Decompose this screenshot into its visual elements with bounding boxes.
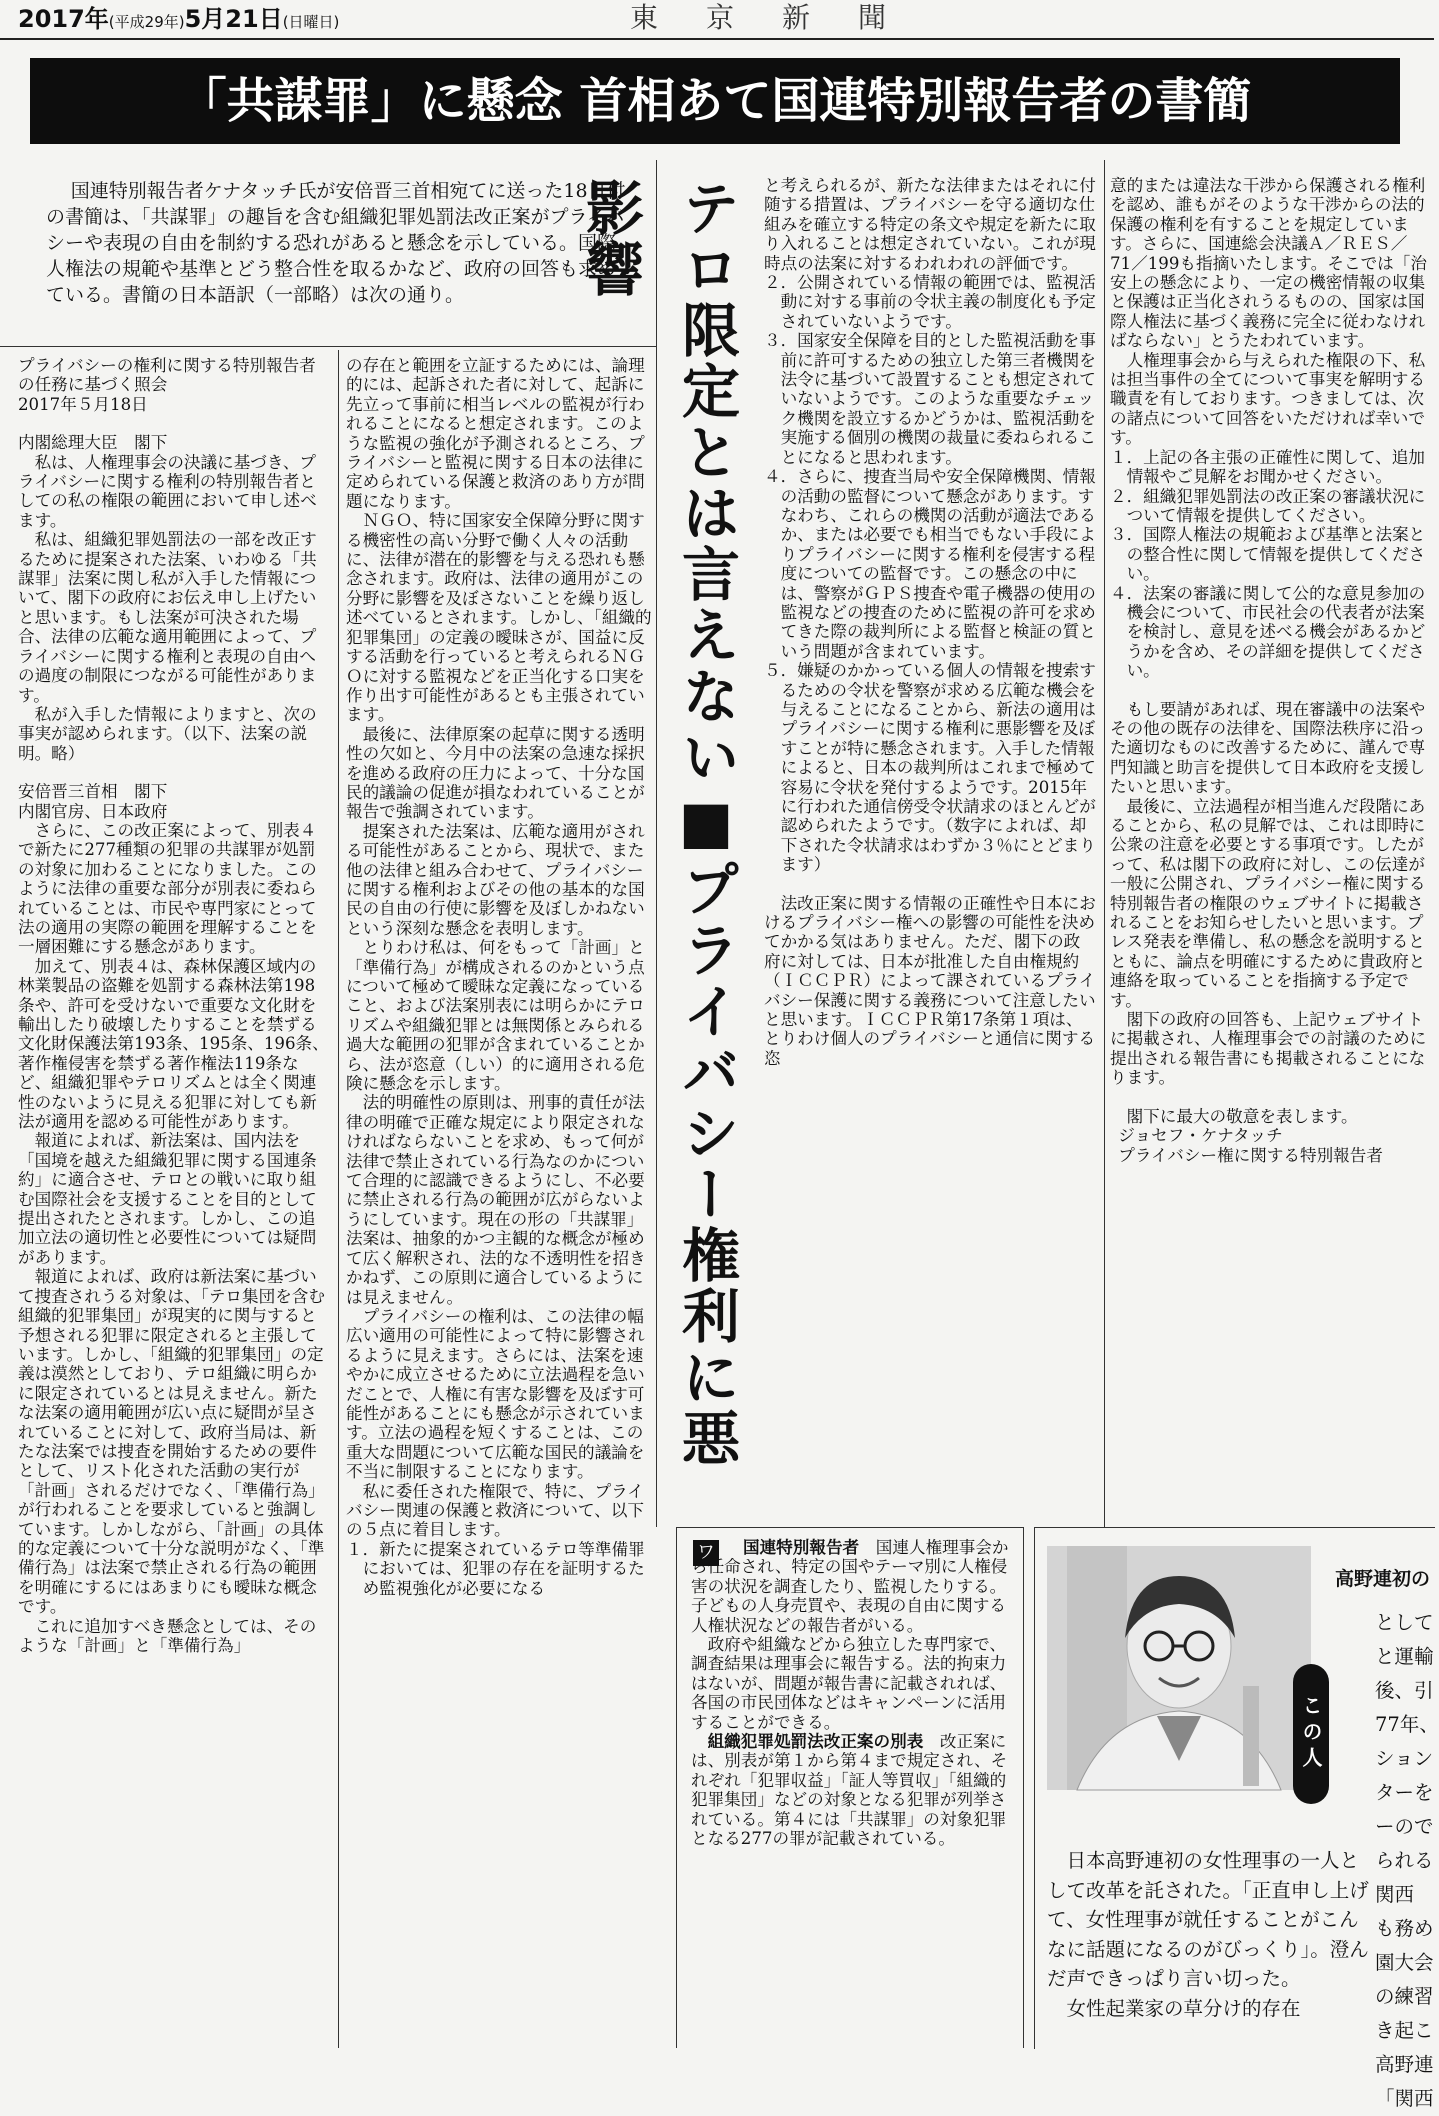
- question-item: １．上記の各主張の正確性に関して、追加情報やご見解をお聞かせください。: [1110, 447, 1425, 487]
- issue-monthday: 5月21日: [184, 5, 283, 33]
- reference-title: プライバシーの権利に関する特別報告者の任務に基づく照会: [18, 356, 316, 395]
- glossary-icon: ワ: [693, 1540, 719, 1566]
- letter-paragraph: プライバシーの権利は、この法律の幅広い適用の可能性によって特に影響されるように見えます。さらには、法案を速やかに成立させるために立法過程を急いだことで、人権に有害な影響を及ぼす可能性があることにも懸念が示されています。立法の過程を短くすることは、この重大な問題について広範な国民的議論を不当に制限することになります。: [346, 1306, 645, 1482]
- letter-paragraph: 私に委任された権限で、特に、プライバシー関連の保護と救済について、以下の５点に着目します。: [346, 1481, 645, 1540]
- column-rule: [338, 350, 339, 2048]
- letter-paragraph: 私は、人権理事会の決議に基づき、プライバシーに関する権利の特別報告者としての私の権限の範囲において申し述べます。: [18, 452, 317, 530]
- letter-paragraph: の存在と範囲を立証するためには、論理的には、起訴された者に対して、起訴に先立って事前に相当レベルの監視が行われることになると想定されます。このような監視の強化が予測されるところ、プライバシーと監視に関する日本の法律に定められている保護と救済のあり方が問題になります。: [346, 356, 645, 511]
- glossary-box: [676, 1527, 1024, 2048]
- vertical-subheadline: テロ限定とは言えない■プライバシー権利に悪影響: [576, 178, 740, 1469]
- letter-paragraph: 人権理事会から与えられた権限の下、私は担当事件の全てについて事実を解明する職責を有しております。つきましては、次の諸点について回答をいただければ幸いです。: [1110, 350, 1426, 448]
- letter-paragraph: 最後に、立法過程が相当進んだ段階にあることから、私の見解では、これは即時に公衆の注意を必要とする事項です。したがって、私は閣下の政府に対し、この伝達が一般に公開され、プライバシー権に関する特別報告者の権限のウェブサイトに掲載されることをお知らせしたいと思います。プレス発表を準備し、私の懸念を説明するとともに、論点を明確にするために貴政府と連絡を取っていることを指摘する予定です。: [1110, 796, 1426, 1010]
- letter-column-4: [1110, 176, 1428, 1522]
- salutation: 内閣総理大臣 閣下: [18, 433, 168, 453]
- letter-column-1: [18, 356, 330, 2048]
- glossary-definition: 改正案には、別表が第１から第４まで規定され、それぞれ「犯罪収益」「証人等買収」「組織的犯罪集団」などの対象となる犯罪が列挙されている。第４には「共謀罪」の対象犯罪となる277の罪が記載されている。: [691, 1732, 1008, 1849]
- profile-line: ション: [1375, 1747, 1434, 1770]
- profile-box: [1034, 1527, 1439, 2110]
- signature-title: プライバシー権に関する特別報告者: [1118, 1145, 1383, 1165]
- letter-paragraph: もし要請があれば、現在審議中の法案やその他の既存の法律を、国際法秩序に沿った適切なものに改善するために、謹んで専門知識と助言を提供して日本政府を支援したいと思います。: [1110, 699, 1426, 797]
- reference-date: 2017年５月18日: [18, 394, 148, 414]
- letter-paragraph: 提案された法案は、広範な適用がされる可能性があることから、現状で、また他の法律と組み合わせて、プライバシーに関する権利およびその他の基本的な国民の自由の行使に影響を及ぼしかねないという深刻な懸念を表明します。: [346, 821, 645, 938]
- letter-paragraph: 法改正案に関する情報の正確性や日本におけるプライバシー権への影響の可能性を決めてかかる気はありません。ただ、閣下の政府に対しては、日本が批准した自由権規約（ＩＣＣＰＲ）によって課されているプライバシー保護に関する義務について注意したいと思います。ＩＣＣＰＲ第17条第１項は、とりわけ個人のプライバシーと通信に関する恣: [764, 893, 1096, 1068]
- concern-item: １．新たに提案されているテロ等準備罪においては、犯罪の存在を証明するため監視強化が必要になる: [346, 1539, 645, 1598]
- letter-paragraph: 閣下の政府の回答も、上記ウェブサイトに掲載され、人権理事会での討議のために提出される報告書にも掲載されることになります。: [1110, 1010, 1427, 1088]
- letter-paragraph: 法的明確性の原則は、刑事的責任が法律の明確で正確な規定により限定されなければならないことを求め、もって何が法律で禁止されている行為なのかについて合理的に認識できるようにし、不必要に禁止される行為の範囲が広がらないようにしています。現在の形の「共謀罪」法案は、抽象的かつ主観的な概念が極めて広く解釈され、法的な不透明性を招きかねず、この原則に適合しているようには見えません。: [346, 1093, 646, 1307]
- letter-paragraph: 意的または違法な干渉から保護される権利を認め、誰もがそのような干渉からの法的保護の権利を有することを規定しています。さらに、国連総会決議Ａ／ＲＥＳ／71／199も指摘いたします。そこでは「治安上の懸念により、一定の機密情報の収集と保護は正当化されうるものの、国家は国際人権法に基づく義務に完全に従わなければならない」とうたわれています。: [1110, 176, 1427, 351]
- profile-caption: [1047, 1846, 1369, 2023]
- profile-line: として: [1375, 1611, 1434, 1634]
- salutation: 安倍晋三首相 閣下: [18, 782, 168, 802]
- headline: 「共謀罪」に懸念 首相あて国連特別報告者の書簡: [30, 58, 1400, 144]
- question-item: ４．法案の審議に関して公的な意見参加の機会について、市民社会の代表者が法案を検討し、意見を述べる機会があるかどうかを含め、その詳細を提供してください。: [1110, 583, 1426, 681]
- letter-paragraph: さらに、この改正案によって、別表４で新たに277種類の犯罪の共謀罪が処罰の対象に加わることになりました。このように法律の重要な部分が別表に委ねられていることは、市民や専門家にとって法の適用の実際の範囲を理解することを一層困難にする懸念があります。: [18, 820, 317, 957]
- salutation: 内閣官房、日本政府: [18, 801, 168, 821]
- this-person-badge: この人: [1293, 1664, 1329, 1804]
- portrait-illustration: [1047, 1546, 1311, 1790]
- issue-date: [18, 2, 339, 36]
- profile-line: 関西: [1375, 1883, 1415, 1906]
- issue-year: 2017年: [18, 5, 109, 33]
- letter-paragraph: ＮＧＯ、特に国家安全保障分野に関する機密性の高い分野で働く人々の活動に、法律が潜在的影響を与える恐れも懸念されます。政府は、法律の適用がこの分野に影響を及ぼさないことを繰り返し述べているとされます。しかし、「組織的犯罪集団」の定義の曖昧さが、国益に反する活動を行っていると考えられるＮＧＯに対する監視などを正当化する口実を作り出す可能性があるとも主張されています。: [346, 511, 652, 725]
- lead-paragraph: [46, 178, 630, 308]
- signature: ジョセフ・ケナタッチ: [1118, 1126, 1283, 1146]
- profile-line: と運輸: [1375, 1645, 1434, 1668]
- profile-right-column: [1375, 1606, 1437, 2116]
- profile-heading: 高野連初の: [1335, 1568, 1431, 1590]
- letter-column-3: [764, 176, 1096, 1522]
- letter-paragraph: 最後に、法律原案の起草に関する透明性の欠如と、今月中の法案の急速な採択を進める政府の圧力によって、十分な国民的議論の促進が損なわれていることが報告で強調されています。: [346, 724, 645, 822]
- profile-line: 77年、: [1375, 1713, 1439, 1736]
- glossary-term: 組織犯罪処罰法改正案の別表: [707, 1732, 924, 1752]
- profile-line: ターを: [1375, 1781, 1434, 1804]
- profile-line: ーので: [1375, 1815, 1434, 1838]
- letter-paragraph: 加えて、別表４は、森林保護区域内の林業製品の盗難を処罰する森林法第198条や、許可を受けないで重要な文化財を輸出したり破壊したりすることを禁ずる文化財保護法第193条、195条、196条、著作権侵害を禁ずる著作権法119条など、組織犯罪やテロリズムとは全く関連性のないように見える犯罪に対しても新法が適用を認める可能性があります。: [18, 956, 329, 1132]
- lead-text: 国連特別報告者ケナタッチ氏が安倍晋三首相宛てに送った18日付の書簡は、「共謀罪」の趣旨を含む組織犯罪処罰法改正案がプライバシーや表現の自由を制約する恐れがあると懸念を示している。国際人権法の規範や基準とどう整合性を取るかなど、政府の回答も求めている。書簡の日本語訳（一部略）は次の通り。: [46, 180, 626, 306]
- profile-line: 後、引: [1375, 1679, 1434, 1702]
- profile-line: 高野連: [1375, 2053, 1434, 2076]
- concern-item: ５．嫌疑のかかっている個人の情報を捜索するための令状を警察が求める広範な機会を与えることになることから、新法の適用はプライバシーに関する権利に悪影響を及ぼすことが特に懸念されます。入手した情報によると、日本の裁判所はこれまで極めて容易に令状を発付するようです。2015年に行われた通信傍受令状請求のほとんどが認められたようです。（数字によれば、却下された令状請求はわずか３％にとどまります）: [764, 661, 1096, 875]
- profile-line: の練習: [1375, 1985, 1434, 2008]
- masthead-rule: [0, 38, 1434, 40]
- profile-line: 「関西: [1375, 2087, 1434, 2110]
- question-item: ３．国際人権法の規範および基準と法案との整合性に関して情報を提供してください。: [1110, 525, 1426, 584]
- concern-item: ４．さらに、捜査当局や安全保障機関、情報の活動の監督について懸念があります。すなわち、これらの機関の活動が適法であるか、または必要でも相当でもない手段によりプライバシーに関する権利を侵害する程度についての監督です。この懸念の中には、警察がＧＰＳ捜査や電子機器の使用の監視などの捜査のために監視の許可を求めてきた際の裁判所による監督と検証の質という問題が含まれています。: [764, 467, 1096, 661]
- question-item: ２．組織犯罪処罰法の改正案の審議状況について情報を提供してください。: [1110, 486, 1426, 525]
- letter-paragraph: と考えられるが、新たな法律またはそれに付随する措置は、プライバシーを守る適切な仕組みを確立する特定の条文や規定を新たに取り入れることは想定されていない。これが現時点の法案に対するわれわれの評価です。: [764, 176, 1096, 273]
- letter-paragraph: 私が入手した情報によりますと、次の事実が認められます。（以下、法案の説明。略）: [18, 704, 317, 763]
- glossary-term: 国連特別報告者: [743, 1538, 860, 1557]
- profile-last-line: 女性起業家の草分け的存在: [1066, 1996, 1301, 2020]
- concern-item: ２．公開されている情報の範囲では、監視活動に対する事前の令状主義の制度化も予定されていないようです。: [764, 273, 1096, 331]
- profile-caption-text: 日本高野連初の女性理事の一人として改革を託された。「正直申し上げて、女性理事が就任することがこんなに話題になるのがびっくり」。澄んだ声できっぱり言い切った。: [1047, 1849, 1369, 1990]
- profile-line: 園大会: [1375, 1951, 1434, 1974]
- glossary-text: [691, 1538, 1017, 1849]
- letter-column-2: [346, 356, 652, 2048]
- newspaper-name: 東京新聞: [630, 1, 935, 34]
- portrait-photo: [1047, 1546, 1311, 1790]
- profile-line: も務め: [1375, 1917, 1434, 1940]
- letter-paragraph: とりわけ私は、何をもって「計画」と「準備行為」が構成されるのかという点について極めて曖昧な定義になっていること、および法案別表には明らかにテロリズムや組織犯罪とは無関係とみられる過大な範囲の犯罪が含まれていることから、法が恣意（しい）的に適用される危険に懸念を示します。: [346, 938, 645, 1094]
- glossary-definition: 国連人権理事会から任命され、特定の国やテーマ別に人権侵害の状況を調査したり、監視したりする。子どもの人身売買や、表現の自由に関する人権状況などの報告者がいる。: [691, 1538, 1009, 1635]
- profile-line: られる: [1375, 1849, 1434, 1872]
- letter-paragraph: これに追加すべき懸念としては、そのような「計画」と「準備行為」: [18, 1616, 317, 1655]
- issue-weekday: (日曜日): [282, 13, 340, 31]
- column-rule: [656, 160, 657, 1527]
- letter-paragraph: 報道によれば、新法案は、国内法を「国境を越えた組織犯罪に関する国連条約」に適合させ、テロとの戦いに取り組む国際社会を支援することを目的として提出されたとされます。しかし、この追加立法の適切性と必要性については疑問があります。: [18, 1131, 317, 1267]
- column-rule: [1104, 160, 1105, 1527]
- letter-paragraph: 報道によれば、政府は新法案に基づいて捜査されうる対象は、「テロ集団を含む組織的犯罪集団」が現実的に関与すると予想される犯罪に限定されると主張しています。しかし、「組織的犯罪集団」の定義は漠然としており、テロ組織に明らかに限定されているとは見えません。新たな法案の適用範囲が広い点に疑問が呈されていることに対して、政府当局は、新たな法案では捜査を開始するための要件として、リスト化された活動の実行が「計画」されるだけでなく、「準備行為」が行われることを要求していると強調しています。しかしながら、「計画」の具体的な定義について十分な説明がなく、「準備行為」は法案で禁止される行為の範囲を明確にするにはあまりにも曖昧な概念です。: [18, 1267, 325, 1617]
- concern-item: ３．国家安全保障を目的とした監視活動を事前に許可するための独立した第三者機関を法令に基づいて設置することも想定されていないようです。このような重要なチェック機関を設立するかどうかは、監視活動を実施する個別の機関の裁量に委ねられることになると思われます。: [764, 331, 1096, 467]
- closing: 閣下に最大の敬意を表します。: [1126, 1106, 1358, 1126]
- profile-line: き起こ: [1375, 2019, 1434, 2042]
- issue-era: (平成29年): [108, 13, 185, 31]
- glossary-definition: 政府や組織などから独立した専門家で、調査結果は理事会に報告する。法的拘束力はないが、問題が報告書に記載されれば、各国の市民団体などはキャンペーンに活用することができる。: [691, 1635, 1007, 1732]
- lead-rule: [0, 346, 656, 347]
- letter-paragraph: 私は、組織犯罪処罰法の一部を改正するために提案された法案、いわゆる「共謀罪」法案に関し私が入手した情報について、閣下の政府にお伝え申し上げたいと思います。もし法案が可決された場合、法律の広範な適用範囲によって、プライバシーに関する権利と表現の自由への過度の制限につながる可能性があります。: [18, 530, 317, 705]
